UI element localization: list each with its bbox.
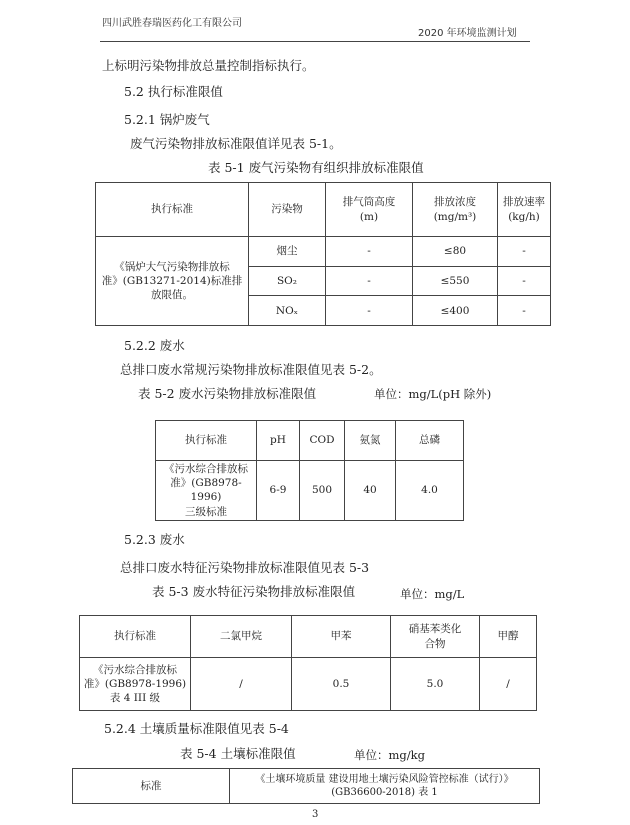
table-5-1-caption: 表 5-1 废气污染物有组织排放标准限值 xyxy=(208,160,424,175)
t3-header-standard: 执行标准 xyxy=(80,616,191,658)
t2-standard: 《污水综合排放标 准》(GB8978-1996) 三级标准 xyxy=(156,461,257,521)
table-5-4-unit: 单位：mg/kg xyxy=(354,748,425,762)
t1-cell: - xyxy=(498,266,551,296)
table-5-2-caption: 表 5-2 废水污染物排放标准限值 xyxy=(138,386,317,401)
header-rule xyxy=(100,41,530,42)
t1-cell: ≤80 xyxy=(413,237,498,267)
t2-cell: 4.0 xyxy=(396,461,464,521)
t1-header-standard: 执行标准 xyxy=(96,183,249,237)
intro-line: 上标明污染物排放总量控制指标执行。 xyxy=(102,58,315,73)
t3-standard: 《污水综合排放标 准》(GB8978-1996) 表 4 III 级 xyxy=(80,658,191,711)
t1-header-pollutant: 污染物 xyxy=(249,183,326,237)
table-5-2-unit: 单位：mg/L(pH 除外) xyxy=(374,387,492,401)
section-5-2-3-heading: 5.2.3 废水 xyxy=(124,532,185,547)
t1-cell: - xyxy=(326,266,413,296)
table-5-3 xyxy=(79,615,537,711)
t1-cell: ≤400 xyxy=(413,296,498,326)
t3-header-methanol: 甲醇 xyxy=(480,616,537,658)
t2-header-ph: pH xyxy=(257,421,300,461)
t1-header-concentration: 排放浓度 (mg/m³) xyxy=(413,183,498,237)
table-5-3-unit: 单位：mg/L xyxy=(400,587,465,601)
header-company: 四川武胜春瑞医药化工有限公司 xyxy=(102,18,242,29)
t2-cell: 500 xyxy=(300,461,345,521)
t1-cell: - xyxy=(498,237,551,267)
header-doc-title: 2020 年环境监测计划 xyxy=(418,28,517,39)
t3-cell: 0.5 xyxy=(292,658,391,711)
t2-header-standard: 执行标准 xyxy=(156,421,257,461)
t3-header-toluene: 甲苯 xyxy=(292,616,391,658)
section-5-2-4-heading: 5.2.4 土壤质量标准限值见表 5-4 xyxy=(104,721,289,736)
table-5-1 xyxy=(95,182,551,326)
t2-cell: 40 xyxy=(345,461,396,521)
t3-cell: / xyxy=(480,658,537,711)
section-5-2-heading: 5.2 执行标准限值 xyxy=(124,84,223,99)
t2-cell: 6-9 xyxy=(257,461,300,521)
t1-cell: 烟尘 xyxy=(249,237,326,267)
section-5-2-1-text: 废气污染物排放标准限值详见表 5-1。 xyxy=(130,136,342,151)
table-5-4-caption: 表 5-4 土壤标准限值 xyxy=(180,746,296,761)
section-5-2-1-heading: 5.2.1 锅炉废气 xyxy=(124,112,210,127)
t3-cell: 5.0 xyxy=(391,658,480,711)
t1-cell: NOₓ xyxy=(249,296,326,326)
section-5-2-2-text: 总排口废水常规污染物排放标准限值见表 5-2。 xyxy=(120,362,382,377)
t2-header-ammonia: 氨氮 xyxy=(345,421,396,461)
t1-cell: SO₂ xyxy=(249,266,326,296)
t1-standard: 《锅炉大气污染物排放标 准》(GB13271-2014)标准排 放限值。 xyxy=(96,237,249,326)
t4-standard: 《土壤环境质量 建设用地土壤污染风险管控标准（试行）》 (GB36600-2018) 表 1 xyxy=(230,769,540,804)
t1-header-rate: 排放速率 (kg/h) xyxy=(498,183,551,237)
t3-header-nitrobenzene: 硝基苯类化 合物 xyxy=(391,616,480,658)
table-5-2 xyxy=(155,420,464,521)
t1-cell: ≤550 xyxy=(413,266,498,296)
section-5-2-2-heading: 5.2.2 废水 xyxy=(124,338,185,353)
t2-header-phosphorus: 总磷 xyxy=(396,421,464,461)
table-5-3-caption: 表 5-3 废水特征污染物排放标准限值 xyxy=(152,584,356,599)
page-number: 3 xyxy=(312,809,319,820)
t3-header-dichloromethane: 二氯甲烷 xyxy=(191,616,292,658)
t1-cell: - xyxy=(326,237,413,267)
t1-cell: - xyxy=(326,296,413,326)
table-5-4 xyxy=(72,768,540,804)
t1-header-height: 排气筒高度 (m) xyxy=(326,183,413,237)
section-5-2-3-text: 总排口废水特征污染物排放标准限值见表 5-3 xyxy=(120,560,370,575)
t2-header-cod: COD xyxy=(300,421,345,461)
t1-cell: - xyxy=(498,296,551,326)
t4-label: 标准 xyxy=(73,769,230,804)
t3-cell: / xyxy=(191,658,292,711)
